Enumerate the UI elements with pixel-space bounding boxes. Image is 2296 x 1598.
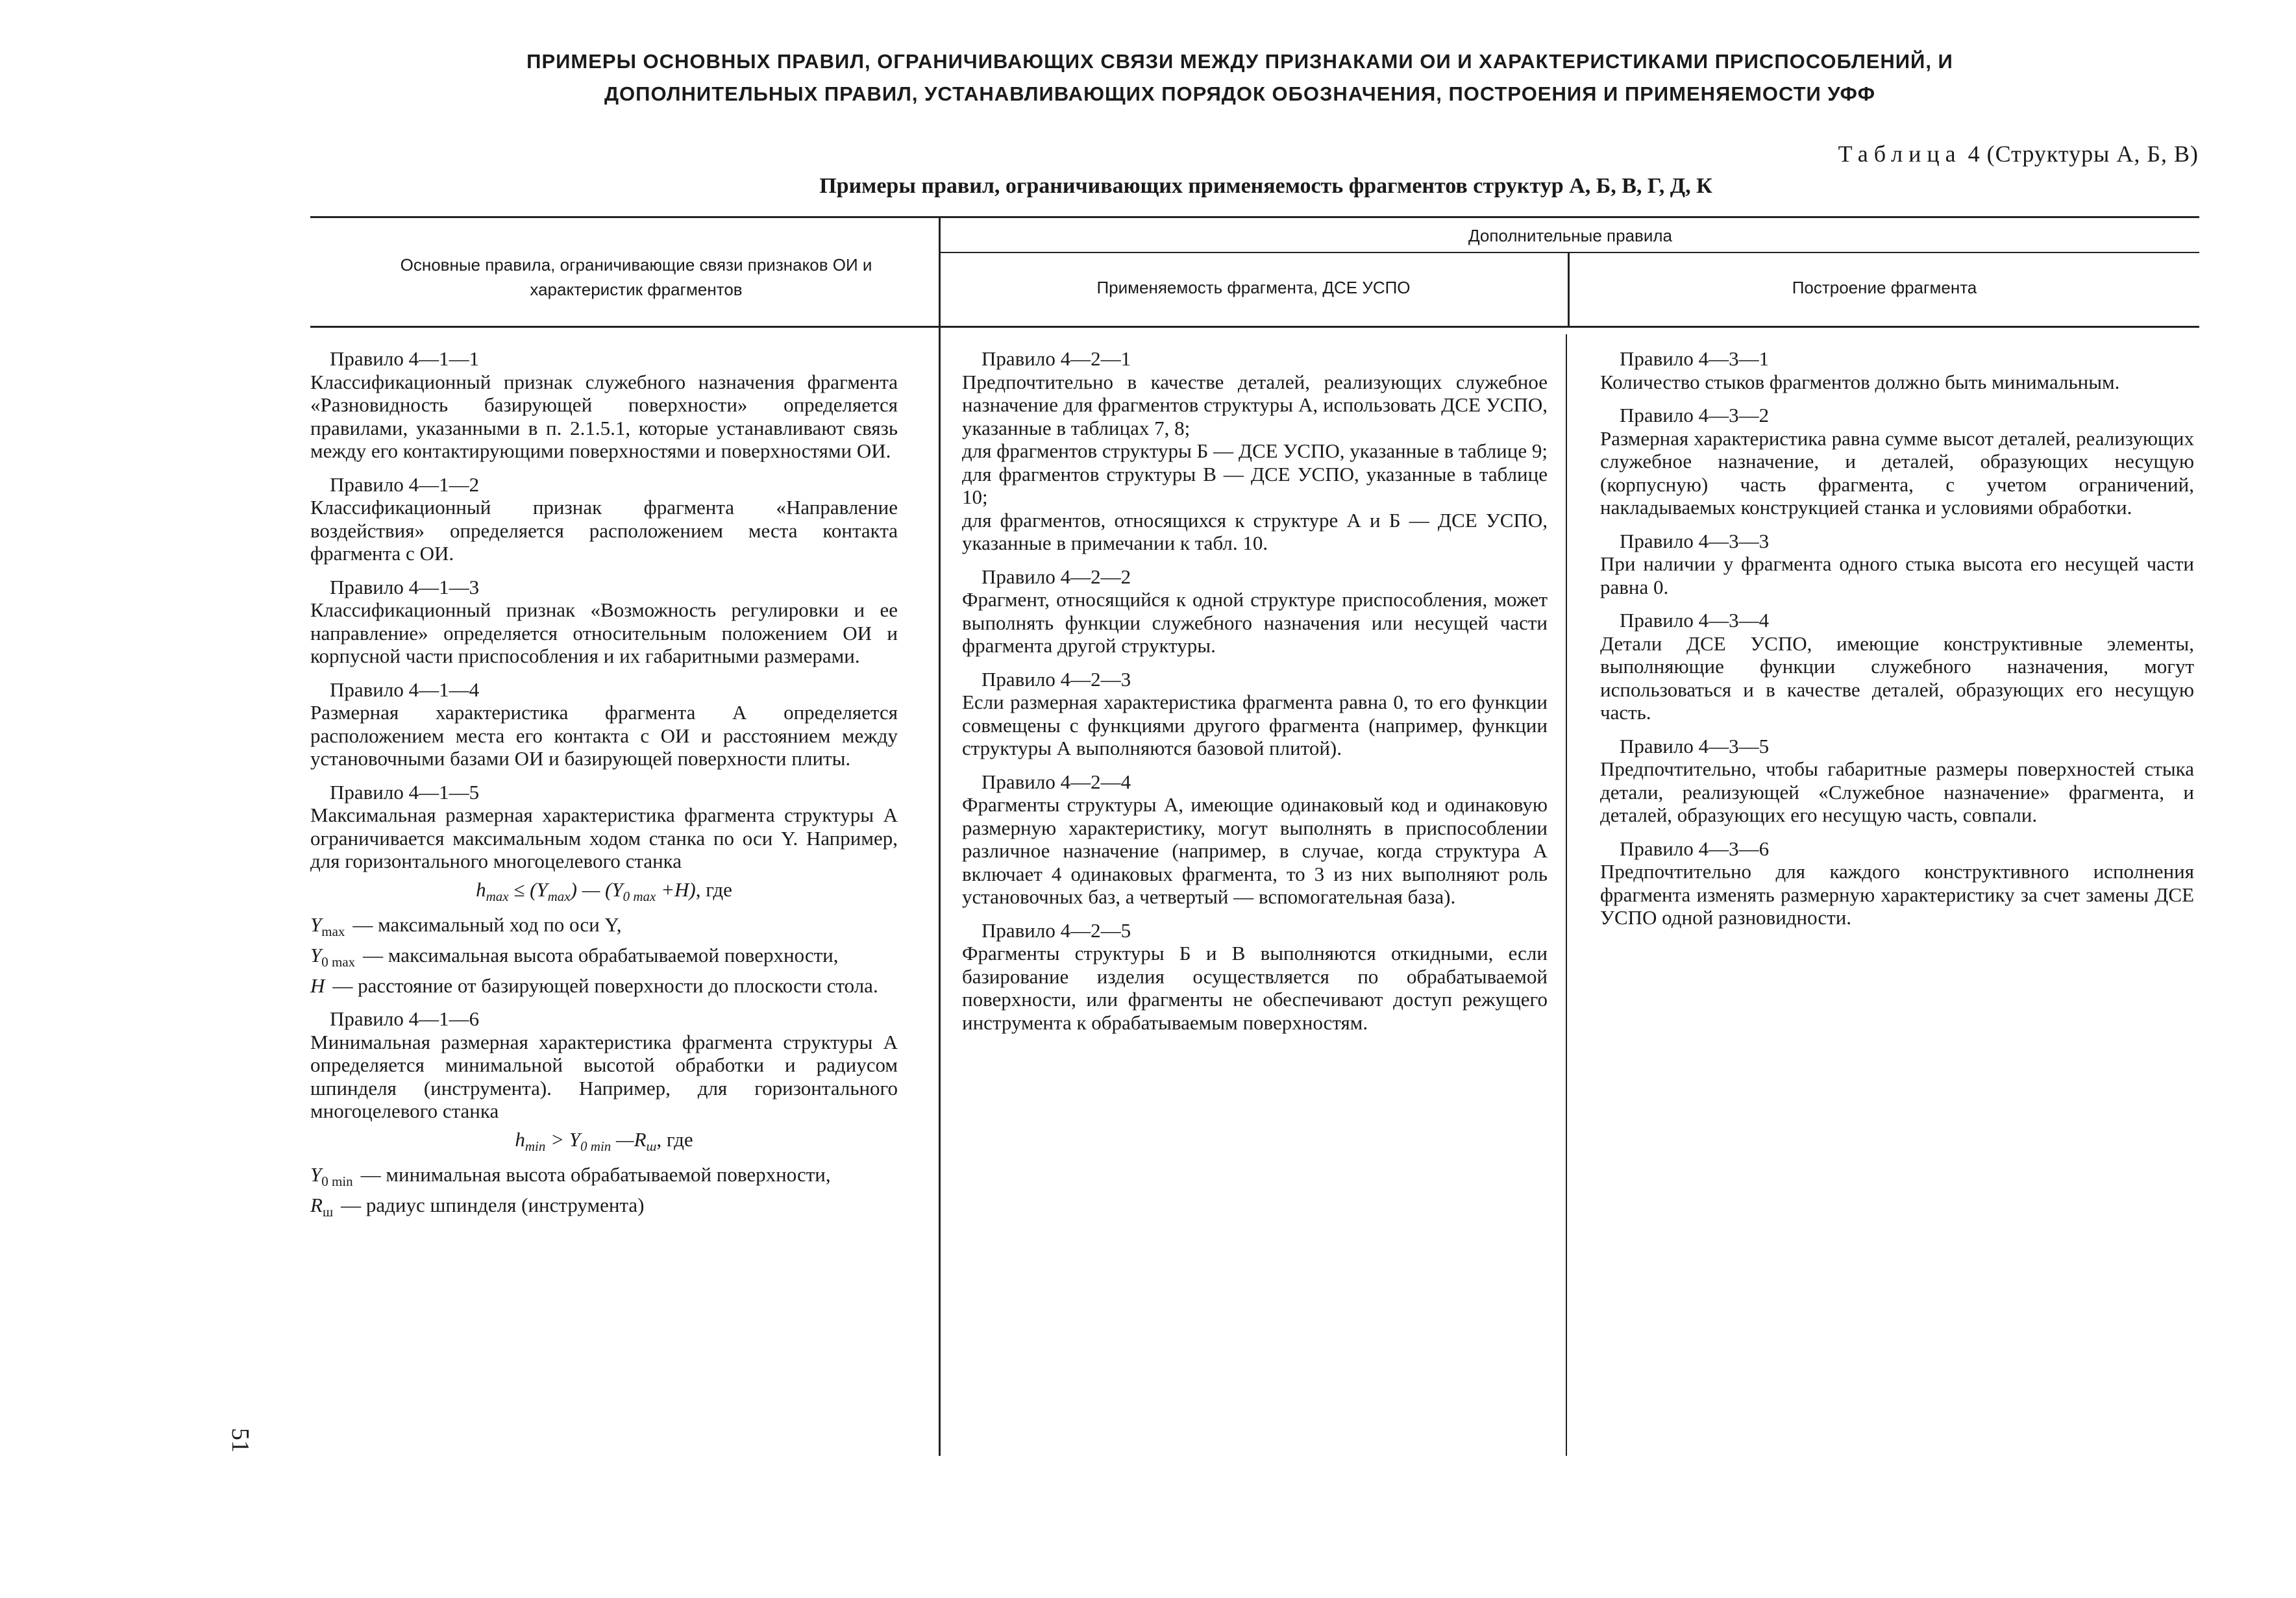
variable-description: — минимальная высота обрабатываемой поверхности, [360, 1163, 831, 1186]
rule-title: Правило 4—3—3 [1620, 529, 1770, 552]
rule-text: При наличии у фрагмента одного стыка высота его несущей части равна 0. [1600, 552, 2194, 598]
rule-title: Правило 4—2—1 [981, 347, 1131, 370]
rule-4-3-3 [1600, 530, 2194, 599]
rule-4-3-1 [1600, 347, 2194, 393]
variable-description: — расстояние от базирующей поверхности до плоскости стола. [332, 974, 878, 997]
rule-4-1-2 [310, 473, 898, 565]
document-header [312, 45, 2168, 110]
rule-text: Минимальная размерная характеристика фрагмента структуры А определяется минимальной высотой обработки и радиусом шпинделя (инструмента). Например, для горизонтального многоцелевого станка [310, 1030, 898, 1123]
col1-header: Основные правила, ограничивающие связи признаков ОИ и характеристик фрагментов [400, 255, 872, 299]
rule-4-3-5 [1600, 735, 2194, 827]
rule-title: Правило 4—2—5 [981, 918, 1131, 942]
rule-title: Правило 4—3—1 [1620, 347, 1770, 370]
table-top-rule [310, 216, 2199, 218]
rule-4-1-6 [310, 1007, 898, 1224]
rule-4-2-3 [962, 668, 1548, 760]
rule-text: Предпочтительно для каждого конструктивного исполнения фрагмента изменять размерную характеристику за счет замены ДСЕ УСПО одной разновидности. [1600, 860, 2194, 929]
rule-text: Фрагмент, относящийся к одной структуре приспособления, может выполнять функции служебного назначения или несущей части фрагмента другой структуры. [962, 588, 1548, 657]
rule-text: Размерная характеристика фрагмента А определяется расположением места его контакта с ОИ и расстоянием между установочными базами ОИ и базирующей поверхности плиты. [310, 701, 898, 770]
rule-text: Если размерная характеристика фрагмента равна 0, то его функции совмещены с функциями другого фрагмента (например, функции структуры А выполняются базовой плитой). [962, 691, 1548, 759]
variable-description: — максимальный ход по оси Y, [352, 913, 622, 937]
rule-title: Правило 4—1—6 [330, 1007, 480, 1031]
group-header: Дополнительные правила [1468, 226, 1672, 245]
rule-text: Классификационный признак фрагмента «Направление воздействия» определяется расположением места контакта фрагмента с ОИ. [310, 496, 898, 565]
rule-title: Правило 4—1—5 [330, 780, 480, 804]
variable-description: — максимальная высота обрабатываемой поверхности, [363, 943, 839, 966]
rule-title: Правило 4—3—6 [1620, 837, 1770, 860]
rule-4-1-4 [310, 678, 898, 770]
variable-definition [310, 974, 898, 998]
rule-4-2-2 [962, 565, 1548, 658]
formula-hmax: $h_{max} \le (Y_{max})$ — $(Y_{0 max} +H)$, где [476, 878, 732, 904]
rule-title: Правило 4—1—4 [330, 678, 480, 701]
formula-hmin: $h_{min} > Y_{0 min}$ $—R_ш$, где [515, 1127, 693, 1154]
variable-symbol: $Y_{max}$ [310, 913, 345, 940]
rule-4-1-3 [310, 576, 898, 668]
rule-title: Правило 4—1—2 [330, 473, 480, 496]
rule-text: Фрагменты структуры Б и В выполняются откидными, если базирование изделия осуществляется по обрабатываемой поверхности, или фрагменты не обеспечивают доступ режущего инструмента к обрабатываемым поверхностям. [962, 942, 1548, 1034]
rule-title: Правило 4—3—2 [1620, 404, 1770, 426]
header-line-2: ДОПОЛНИТЕЛЬНЫХ ПРАВИЛ, УСТАНАВЛИВАЮЩИХ ПОРЯДОК ОБОЗНАЧЕНИЯ, ПОСТРОЕНИЯ И ПРИМЕНЯЕМОСТИ УФФ [604, 82, 1876, 105]
page-number: 51 [227, 1428, 254, 1453]
rule-text: Предпочтительно, чтобы габаритные размеры поверхностей стыка детали, реализующей «Служебное назначение» фрагмента, и деталей, образующих его несущую часть, совпали. [1600, 757, 2194, 826]
col3-header: Построение фрагмента [1792, 278, 1977, 297]
rule-title: Правило 4—1—3 [330, 575, 480, 598]
rule-text: Классификационный признак «Возможность регулировки и ее направление» определяется относительным положением ОИ и корпусной части приспособления и их габаритными размерами. [310, 598, 898, 667]
variable-definition [310, 944, 898, 974]
col2-header: Применяемость фрагмента, ДСЕ УСПО [1096, 278, 1411, 297]
table-number: Таблица 4 (Структуры А, Б, В) [1838, 141, 2199, 167]
rule-text: Размерная характеристика равна сумме высот деталей, реализующих служебное назначение, и деталей, образующих несущую (корпусную) часть фрагмента, с учетом ограничений, накладываемых конструкцией станка и условиями обработки. [1600, 426, 2194, 519]
rule-title: Правило 4—2—2 [981, 565, 1131, 588]
rule-4-2-1 [962, 347, 1548, 555]
header-line-1: ПРИМЕРЫ ОСНОВНЫХ ПРАВИЛ, ОГРАНИЧИВАЮЩИХ СВЯЗИ МЕЖДУ ПРИЗНАКАМИ ОИ И ХАРАКТЕРИСТИКАМИ ПРИСПОСОБЛЕНИЙ, И [526, 50, 1953, 73]
rule-4-2-4 [962, 770, 1548, 909]
col3-content [1600, 347, 2194, 940]
variable-symbol: $Y_{0 max}$ [310, 943, 356, 970]
rule-4-1-5 [310, 781, 898, 998]
rule-4-1-1 [310, 347, 898, 463]
rule-title: Правило 4—3—5 [1620, 734, 1770, 757]
rule-4-3-2 [1600, 404, 2194, 519]
variable-definition [310, 1163, 898, 1194]
rule-4-3-6 [1600, 837, 2194, 929]
rule-title: Правило 4—2—3 [981, 667, 1131, 691]
rule-4-2-5 [962, 919, 1548, 1035]
column-divider-1 [939, 216, 941, 1456]
variable-symbol: $R_ш$ [310, 1193, 334, 1220]
rule-title: Правило 4—3—4 [1620, 609, 1770, 632]
group-header-rule [940, 252, 2199, 253]
rule-text: Классификационный признак служебного назначения фрагмента «Разновидность базирующей поверхности» определяется правилами, указанными в п. 2.1.5.1, которые устанавливают связь между его контактирующими поверхностями и поверхностями ОИ. [310, 370, 898, 462]
header-bottom-rule [310, 326, 2199, 328]
rule-text: Количество стыков фрагментов должно быть минимальным. [1600, 370, 2120, 393]
rule-title: Правило 4—2—4 [981, 770, 1131, 793]
table-subtitle: Примеры правил, ограничивающих применяемость фрагментов структур А, Б, В, Г, Д, К [819, 174, 1712, 198]
variable-description: — радиус шпинделя (инструмента) [341, 1193, 645, 1216]
rule-4-3-4 [1600, 609, 2194, 724]
col2-content [962, 347, 1548, 1044]
rule-text: Предпочтительно в качестве деталей, реализующих служебное назначение для фрагментов структуры А, использовать ДСЕ УСПО, указанные в таблицах 7, 8; для фрагментов структуры Б — ДСЕ УСПО, указанные в таблице 9; для фрагментов структуры В — ДСЕ УСПО, указанные в таблице 10; для фрагментов, относящихся к структуре А и Б — ДСЕ УСПО, указанные в примечании к табл. 10. [962, 370, 1548, 554]
variable-symbol: H [310, 974, 325, 997]
variable-definition [310, 1194, 898, 1224]
rule-text: Максимальная размерная характеристика фрагмента структуры А ограничивается максимальным ходом станка по оси Y. Например, для горизонтального многоцелевого станка [310, 804, 898, 872]
rule-text: Детали ДСЕ УСПО, имеющие конструктивные элементы, выполняющие функции служебного назначения, могут использоваться и в качестве деталей, образующих его несущую часть. [1600, 632, 2194, 724]
variable-definition [310, 913, 898, 944]
column-divider-2 [1566, 334, 1567, 1456]
rule-title: Правило 4—1—1 [330, 347, 480, 370]
rule-text: Фрагменты структуры А, имеющие одинаковый код и одинаковую размерную характеристику, могут выполнять в приспособлении различное назначение (например, в случае, когда структура А включает 4 одинаковых фрагмента, то 3 из них выполняют роль установочных баз, а четвертый — вспомогательная база). [962, 793, 1548, 908]
col1-content [310, 347, 898, 1235]
variable-symbol: $Y_{0 min}$ [310, 1163, 353, 1190]
